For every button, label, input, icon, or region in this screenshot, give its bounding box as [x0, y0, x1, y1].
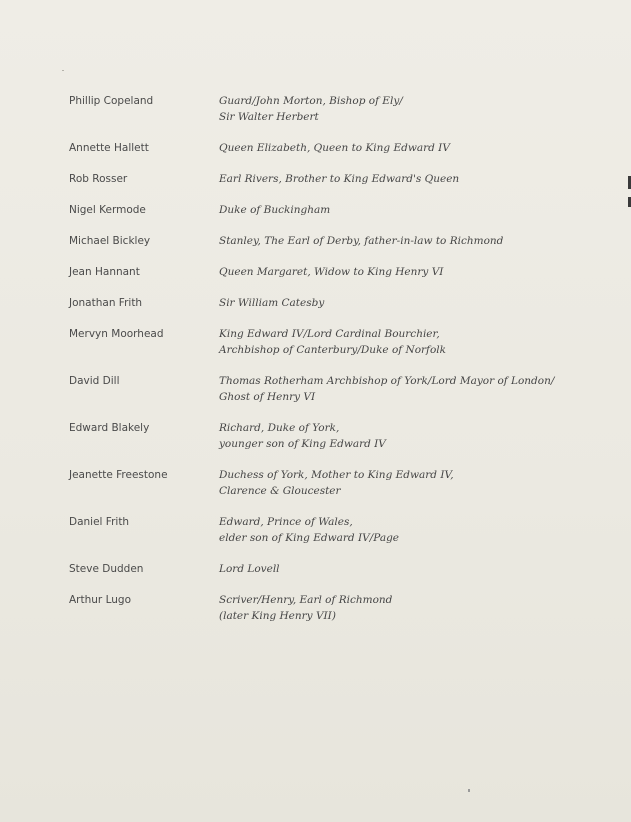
actor-name: Jonathan Frith — [69, 297, 143, 309]
page-mark — [468, 789, 470, 792]
role-line: Edward, Prince of Wales, — [219, 516, 353, 528]
role-line: Thomas Rotherham Archbishop of York/Lord Mayor of London/ — [219, 375, 555, 387]
actor-name: Jean Hannant — [69, 266, 140, 278]
actor-name: David Dill — [69, 375, 120, 387]
cast-row — [69, 514, 589, 561]
role-line: Guard/John Morton, Bishop of Ely/ — [219, 95, 403, 107]
role-line: Sir William Catesby — [219, 297, 325, 309]
character-role — [219, 171, 589, 187]
cast-row — [69, 592, 589, 639]
role-line: elder son of King Edward IV/Page — [219, 532, 400, 544]
cast-row — [69, 561, 589, 592]
actor-name: Nigel Kermode — [69, 204, 146, 216]
role-line: younger son of King Edward IV — [219, 438, 386, 450]
role-line: Earl Rivers, Brother to King Edward's Queen — [219, 173, 460, 185]
cast-row — [69, 171, 589, 202]
role-line: Sir Walter Herbert — [219, 111, 319, 123]
paper-speck — [62, 70, 64, 71]
character-role — [219, 420, 589, 452]
character-role — [219, 592, 589, 624]
cast-list — [69, 93, 589, 639]
actor-name: Annette Hallett — [69, 142, 149, 154]
character-role — [219, 264, 589, 280]
role-line: Queen Margaret, Widow to King Henry VI — [219, 266, 444, 278]
character-role — [219, 202, 589, 218]
character-role — [219, 140, 589, 156]
cast-row — [69, 467, 589, 514]
character-role — [219, 561, 589, 577]
role-line: Duke of Buckingham — [219, 204, 331, 216]
role-line: Stanley, The Earl of Derby, father-in-law to Richmond — [219, 235, 504, 247]
character-role — [219, 514, 589, 546]
role-line: Queen Elizabeth, Queen to King Edward IV — [219, 142, 450, 154]
role-line: Duchess of York, Mother to King Edward IV, — [219, 469, 454, 481]
role-line: (later King Henry VII) — [219, 610, 336, 622]
cast-row — [69, 202, 589, 233]
role-line: Richard, Duke of York, — [219, 422, 340, 434]
character-role — [219, 326, 589, 358]
character-role — [219, 233, 589, 249]
cast-row — [69, 264, 589, 295]
cast-row — [69, 326, 589, 373]
cast-row — [69, 373, 589, 420]
actor-name: Daniel Frith — [69, 516, 130, 528]
role-line: King Edward IV/Lord Cardinal Bourchier, — [219, 328, 440, 340]
role-line: Clarence & Gloucester — [219, 485, 341, 497]
actor-name: Phillip Copeland — [69, 95, 154, 107]
actor-name: Mervyn Moorhead — [69, 328, 164, 340]
actor-name: Rob Rosser — [69, 173, 128, 185]
cast-row — [69, 420, 589, 467]
role-line: Archbishop of Canterbury/Duke of Norfolk — [219, 344, 446, 356]
character-role — [219, 373, 589, 405]
role-line: Ghost of Henry VI — [219, 391, 316, 403]
actor-name: Jeanette Freestone — [69, 469, 168, 481]
character-role — [219, 93, 589, 125]
actor-name: Arthur Lugo — [69, 594, 131, 606]
cast-row — [69, 295, 589, 326]
character-role — [219, 295, 589, 311]
cast-row — [69, 140, 589, 171]
cast-row — [69, 93, 589, 140]
cast-row — [69, 233, 589, 264]
role-line: Lord Lovell — [219, 563, 280, 575]
actor-name: Edward Blakely — [69, 422, 150, 434]
character-role — [219, 467, 589, 499]
actor-name: Steve Dudden — [69, 563, 144, 575]
role-line: Scriver/Henry, Earl of Richmond — [219, 594, 393, 606]
actor-name: Michael Bickley — [69, 235, 151, 247]
